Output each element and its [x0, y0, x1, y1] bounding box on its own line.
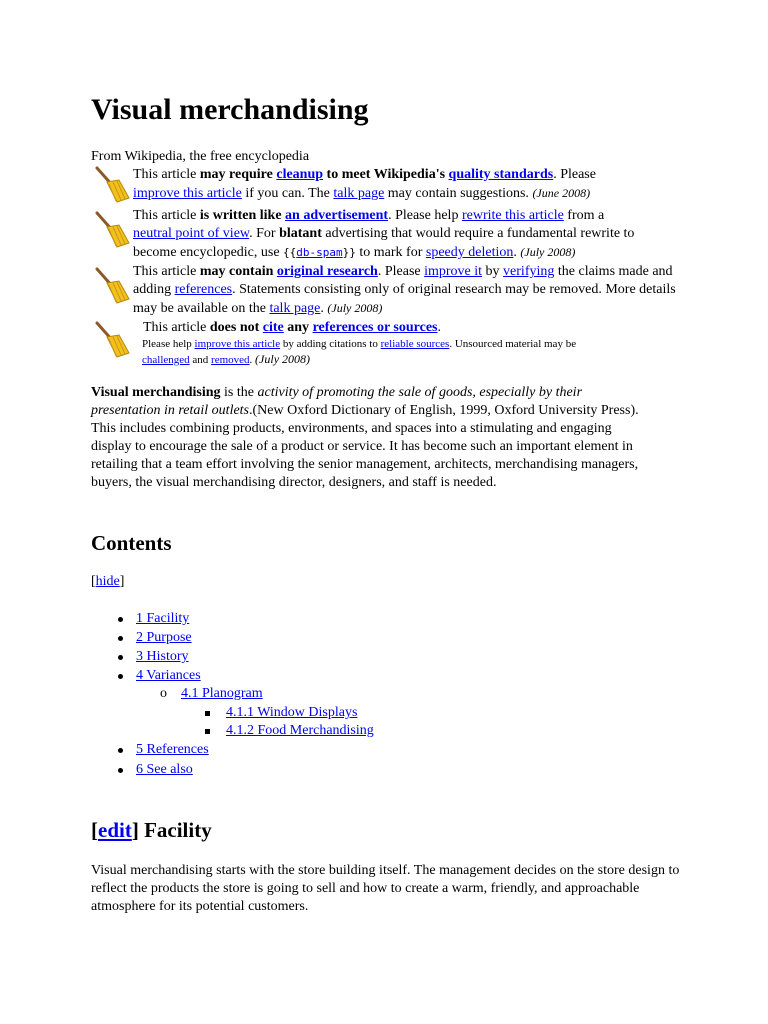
cleanup-link[interactable]: cleanup [276, 167, 324, 182]
contents-heading: Contents [91, 531, 172, 555]
original-research-link[interactable]: original research [276, 264, 378, 279]
notice-text: . Statements consisting only of original research may be removed. More details may be available on the [133, 282, 676, 316]
toc-link-history[interactable]: 3 History [136, 649, 189, 664]
speedy-deletion-link[interactable]: speedy deletion [425, 245, 514, 260]
section-title: Facility [138, 818, 212, 842]
bullet [118, 617, 123, 622]
quality-standards-link[interactable]: quality standards [448, 167, 554, 182]
notice-bold: blatant [279, 226, 322, 241]
notice-date: (June 2008) [532, 186, 591, 200]
bullet [118, 655, 123, 660]
toc-link-references[interactable]: 5 References [136, 742, 209, 757]
bullet [205, 711, 210, 716]
toc-item [118, 629, 192, 647]
notice-date: (July 2008) [327, 301, 383, 315]
notice-text: . [437, 320, 441, 335]
bracket: ] [131, 818, 139, 842]
notice-text: Please help [142, 338, 195, 350]
notice-bold: to meet Wikipedia's [323, 167, 449, 182]
notice-text: advertising that would require a fundamental rewrite to become encyclopedic, use [133, 226, 635, 260]
toc-link-see-also[interactable]: 6 See also [136, 762, 193, 777]
notice-text: . [513, 245, 521, 260]
notice-bold: any [283, 320, 313, 335]
toc-link-food-merchandising[interactable]: 4.1.2 Food Merchandising [226, 723, 374, 738]
toc-toggle [91, 574, 124, 590]
notice-bold: does not [209, 320, 263, 335]
cleanup-notice-text [133, 166, 678, 203]
facility-heading [91, 818, 212, 843]
notice-date: (July 2008) [255, 352, 311, 366]
bracket: [ [91, 818, 98, 842]
notice-text: This article [133, 208, 200, 223]
toc-item [118, 741, 209, 759]
cite-link[interactable]: cite [262, 320, 284, 335]
db-spam-link[interactable]: db-spam [296, 246, 343, 259]
bullet [118, 636, 123, 641]
notice-text: . Please [553, 167, 596, 182]
notice-text: the claims made and adding [133, 264, 673, 297]
notice-text: . For [249, 226, 280, 241]
toc-link-facility[interactable]: 1 Facility [136, 611, 190, 626]
page-subtitle: From Wikipedia, the free encyclopedia [91, 149, 310, 164]
notice-text: . Please help [388, 208, 462, 223]
challenged-link[interactable]: challenged [142, 354, 190, 366]
notice-text: . [249, 354, 256, 366]
research-notice-text [133, 263, 678, 318]
toc-link-purpose[interactable]: 2 Purpose [136, 630, 192, 645]
intro-text: .(New Oxford Dictionary of English, 1999, Oxford University Press). This includes combining products, environments, and spaces into a stimulating and engaging display to encourage the sale of a product or service. It has become such an important element in retailing that a team effort involving the senior management, architects, merchandising managers, buyers, the visual merchandising director, designers, and staff is needed. [91, 403, 639, 490]
intro-italic: activity of promoting the sale of goods, especially by their presentation in retail outlets [91, 385, 583, 418]
toc-item [160, 685, 263, 703]
toc-item [118, 667, 201, 685]
notice-date: (July 2008) [520, 245, 576, 259]
broom-icon [91, 211, 131, 249]
talk-page-link[interactable]: talk page [333, 186, 385, 201]
toc-link-window-displays[interactable]: 4.1.1 Window Displays [226, 705, 358, 720]
broom-icon [91, 166, 131, 204]
improve-article-link[interactable]: improve this article [194, 338, 281, 350]
notice-text: from a [563, 208, 605, 223]
rewrite-article-link[interactable]: rewrite this article [461, 208, 564, 223]
intro-paragraph [91, 384, 651, 492]
notice-text: by [482, 264, 504, 279]
references-or-sources-link[interactable]: references or sources [312, 320, 438, 335]
toc-item [118, 610, 189, 628]
notice-text: may contain suggestions. [384, 186, 533, 201]
bullet [118, 748, 123, 753]
bullet [205, 729, 210, 734]
hide-link[interactable]: hide [95, 574, 120, 589]
facility-paragraph: Visual merchandising starts with the store building itself. The management decides on the store design to reflect the products the store is going to sell and how to create a warm, friendly, and approachable atmosphere for its potential customers. [91, 863, 680, 914]
bullet: o [160, 686, 167, 701]
page-title: Visual merchandising [91, 93, 369, 126]
intro-text: is the [220, 385, 258, 400]
notice-text: This article [133, 167, 200, 182]
notice-text: by adding citations to [280, 338, 381, 350]
edit-link[interactable]: edit [98, 818, 132, 842]
improve-article-link[interactable]: improve this article [133, 186, 242, 201]
notice-text: This article [133, 264, 200, 279]
notice-text: . Please [377, 264, 425, 279]
neutral-point-of-view-link[interactable]: neutral point of view [133, 226, 250, 241]
notice-bold: may contain [199, 264, 277, 279]
notice-text: and [189, 354, 212, 366]
bracket: [ [91, 574, 96, 589]
notice-text: This article [143, 320, 210, 335]
intro-bold: Visual merchandising [91, 385, 221, 400]
notice-text: to mark for [355, 245, 426, 260]
notice-text: if you can. The [241, 186, 334, 201]
notice-bold: may require [199, 167, 277, 182]
advertisement-link[interactable]: an advertisement [285, 208, 389, 223]
notice-text: . Unsourced material may be [449, 338, 577, 350]
advert-notice-text [133, 207, 678, 262]
toc-item [205, 704, 357, 722]
sources-notice-text [143, 319, 688, 368]
reliable-sources-link[interactable]: reliable sources [380, 338, 450, 350]
toc-link-variances[interactable]: 4 Variances [136, 668, 201, 683]
notice-bold: is written like [199, 208, 286, 223]
toc-link-planogram[interactable]: 4.1 Planogram [181, 686, 263, 701]
bracket: ] [119, 574, 125, 589]
removed-link[interactable]: removed [211, 354, 250, 366]
toc-item [118, 648, 189, 666]
broom-icon [91, 267, 131, 305]
toc-item [118, 761, 193, 779]
bullet [118, 674, 123, 679]
bullet [118, 768, 123, 773]
toc-item [205, 722, 374, 740]
talk-page-link[interactable]: talk page [269, 301, 321, 316]
broom-icon [91, 321, 131, 359]
verifying-link[interactable]: verifying [503, 264, 555, 279]
template-brace: }} [342, 246, 356, 259]
template-brace: {{ [283, 246, 297, 259]
references-link[interactable]: references [174, 282, 233, 297]
improve-it-link[interactable]: improve it [424, 264, 483, 279]
notice-text: . [320, 301, 328, 316]
